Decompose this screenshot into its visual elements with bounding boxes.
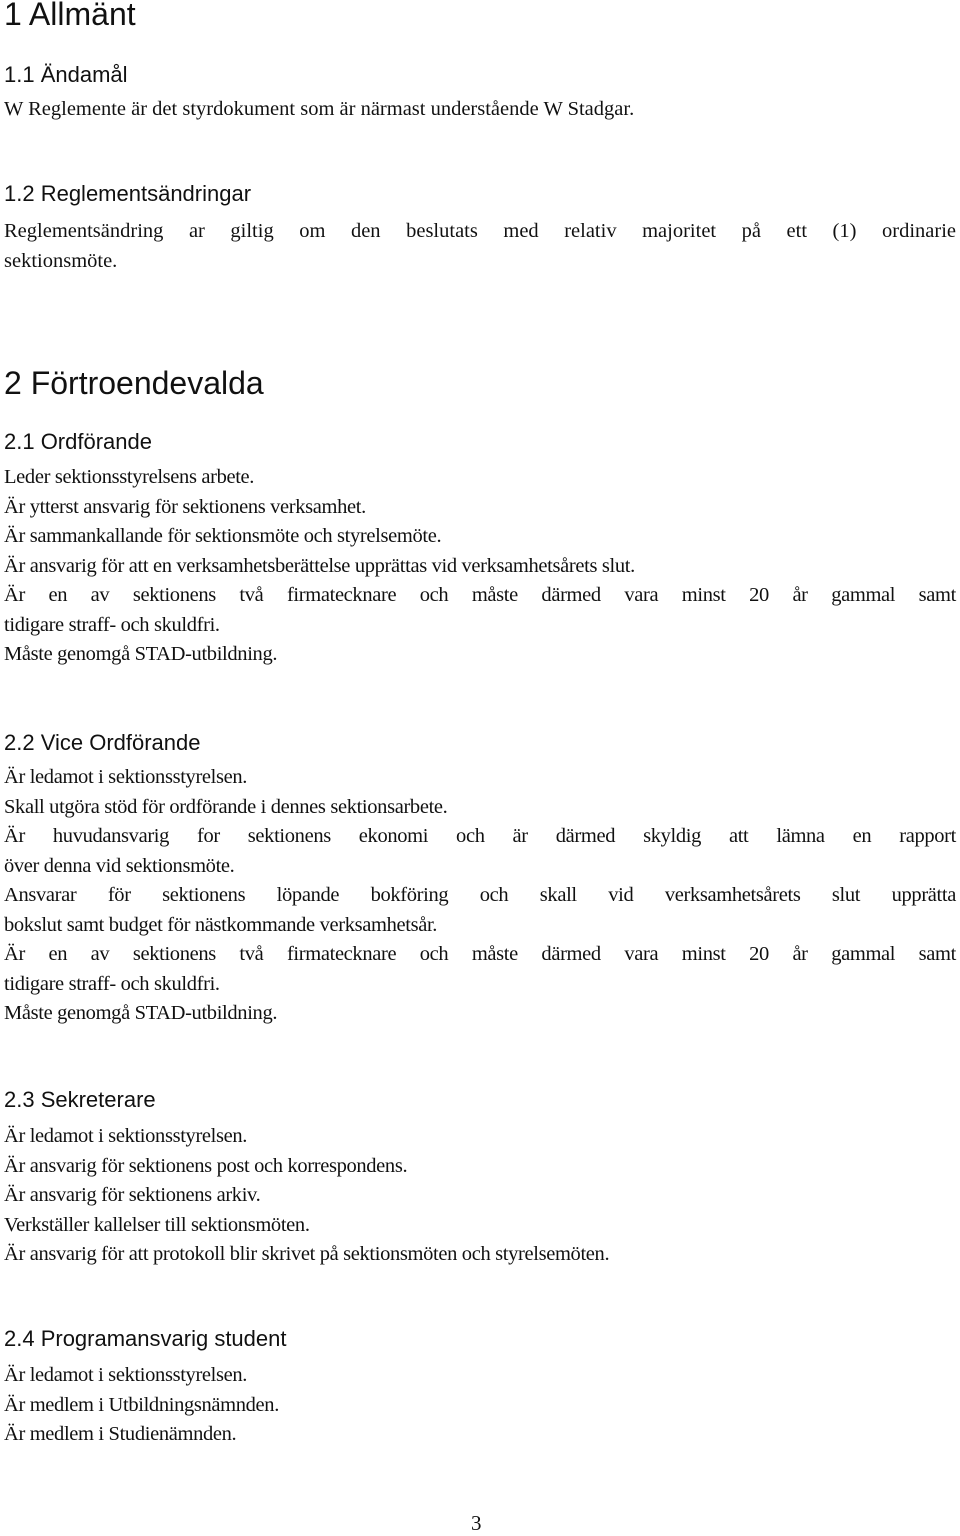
heading-2-1: 2.1 Ordförande: [4, 429, 152, 454]
heading-section-2: 2 Förtroendevalda: [4, 365, 264, 401]
text-line: Är en av sektionens två firmatecknare och måste därmed vara minst 20 år gammal samt: [4, 584, 956, 606]
heading-section-1: 1 Allmänt: [4, 0, 136, 32]
text-line: Är ledamot i sektionsstyrelsen.: [4, 1125, 248, 1147]
paragraph-1-1: [4, 95, 634, 125]
paragraph-2-3: [4, 1122, 609, 1270]
text-line: Leder sektionsstyrelsens arbete.: [4, 466, 255, 488]
text-line: Är huvudansvarig for sektionens ekonomi och är därmed skyldig att lämna en rapport: [4, 825, 956, 847]
text-line: Reglementsändring ar giltig om den beslutats med relativ majoritet på ett (1) ordinarie: [4, 220, 956, 242]
paragraph-2-4: [4, 1361, 279, 1450]
page-number: 3: [471, 1511, 482, 1535]
text-line: W Reglemente är det styrdokument som är närmast understående W Stadgar.: [4, 98, 635, 120]
heading-2-2: 2.2 Vice Ordförande: [4, 730, 201, 755]
text-line: tidigare straff- och skuldfri.: [4, 972, 220, 995]
heading-2-4: 2.4 Programansvarig student: [4, 1326, 287, 1351]
heading-1-2: 1.2 Reglementsändringar: [4, 181, 252, 206]
heading-2-3: 2.3 Sekreterare: [4, 1087, 156, 1112]
text-line: Verkställer kallelser till sektionsmöten.: [4, 1213, 310, 1236]
text-line: bokslut samt budget för nästkommande verksamhetsår.: [4, 913, 438, 936]
text-line: Är ansvarig för att en verksamhetsberättelse upprättas vid verksamhetsårets slut.: [4, 554, 635, 577]
text-line: Ansvarar för sektionens löpande bokföring och skall vid verksamhetsårets slut upprätta: [4, 884, 956, 906]
text-line: Är medlem i Studienämnden.: [4, 1423, 237, 1445]
text-line: Är ledamot i sektionsstyrelsen.: [4, 766, 248, 788]
text-line: Är ansvarig för sektionens post och korrespondens.: [4, 1154, 408, 1177]
text-line: Måste genomgå STAD-utbildning.: [4, 643, 278, 665]
paragraph-2-1: [4, 463, 956, 670]
text-line: Är sammankallande för sektionsmöte och styrelsemöte.: [4, 525, 442, 547]
text-line: Är ansvarig för att protokoll blir skrivet på sektionsmöten och styrelsemöten.: [4, 1243, 610, 1265]
text-line: Är ledamot i sektionsstyrelsen.: [4, 1364, 248, 1386]
text-line: Är en av sektionens två firmatecknare och måste därmed vara minst 20 år gammal samt: [4, 943, 956, 965]
heading-1-1: 1.1 Ändamål: [4, 62, 128, 87]
text-line: tidigare straff- och skuldfri.: [4, 613, 220, 636]
text-line: Måste genomgå STAD-utbildning.: [4, 1002, 278, 1024]
text-line: Är ansvarig för sektionens arkiv.: [4, 1184, 261, 1206]
text-line: Skall utgöra stöd för ordförande i dennes sektionsarbete.: [4, 795, 448, 818]
text-line: Är ytterst ansvarig för sektionens verksamhet.: [4, 495, 366, 518]
text-line: sektionsmöte.: [4, 249, 118, 272]
paragraph-2-2: [4, 763, 956, 1029]
text-line: Är medlem i Utbildningsnämnden.: [4, 1393, 279, 1416]
paragraph-1-2: [4, 217, 956, 276]
text-line: över denna vid sektionsmöte.: [4, 854, 235, 877]
